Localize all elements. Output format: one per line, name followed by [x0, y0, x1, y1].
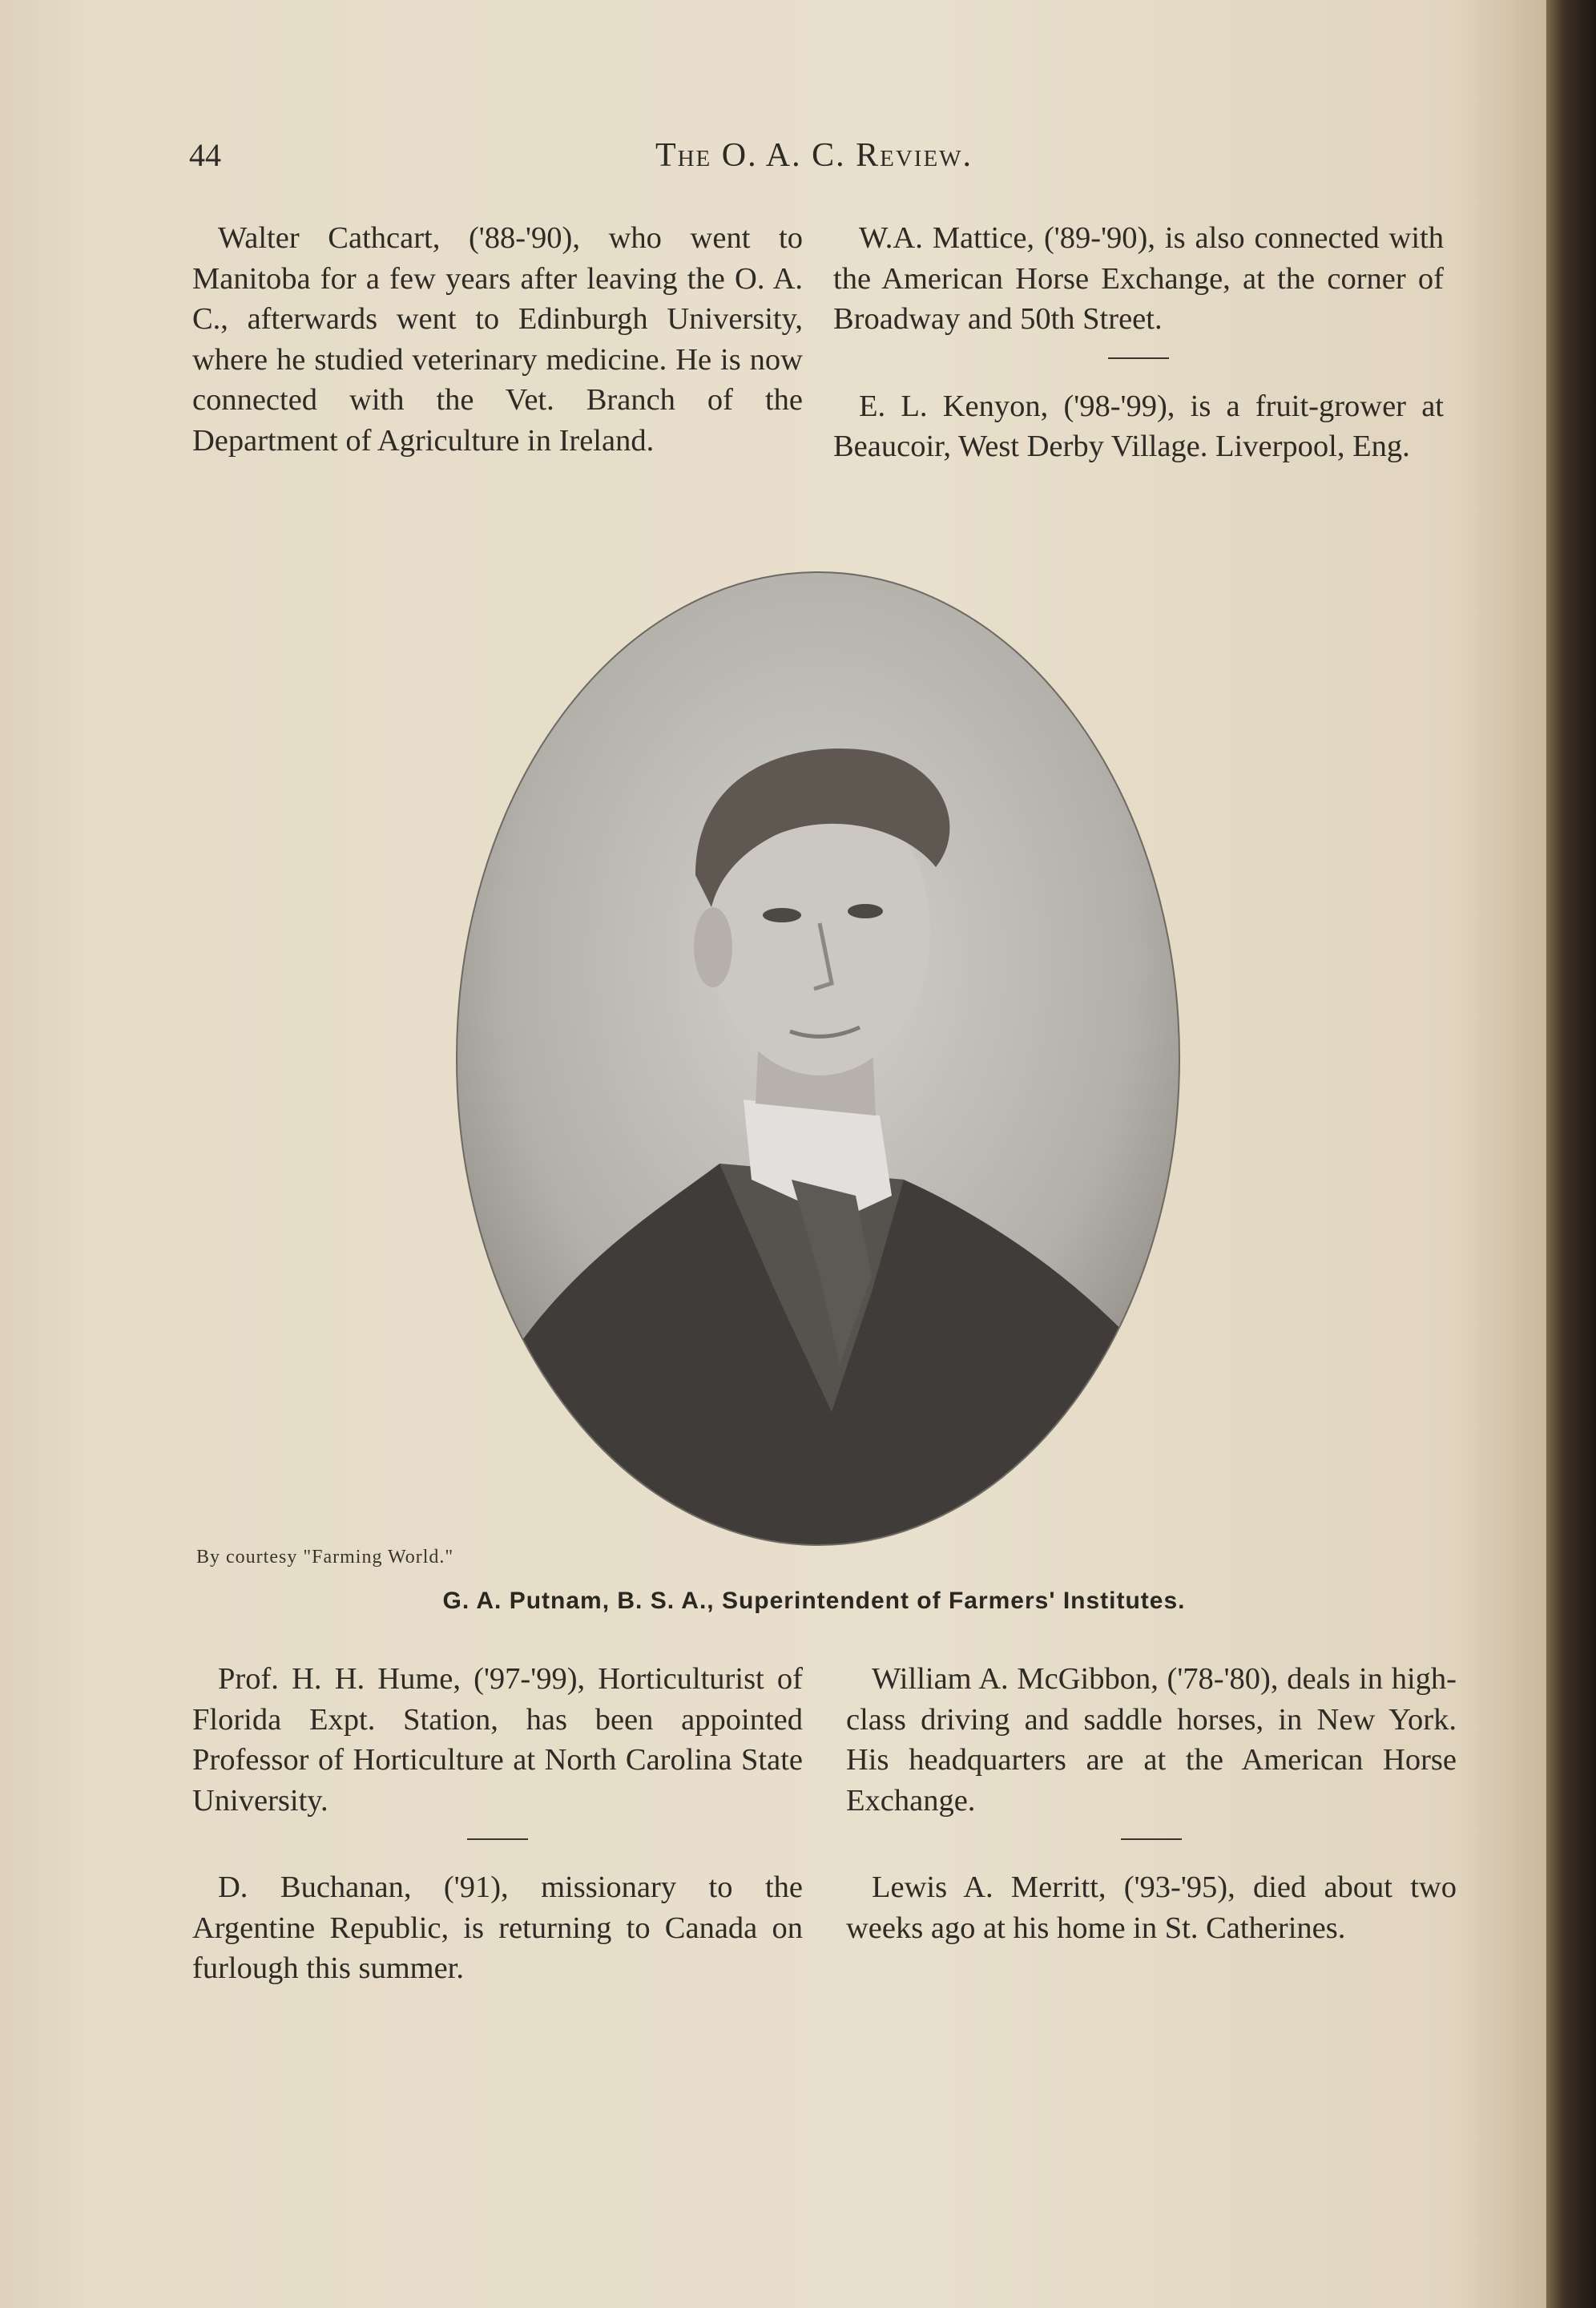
- photo-caption: G. A. Putnam, B. S. A., Superintendent of Farmers' Institutes.: [442, 1588, 1186, 1614]
- column-bottom-left: [192, 1659, 803, 1989]
- column-top-right: [833, 218, 1444, 467]
- portrait-photo: [455, 571, 1181, 1547]
- paragraph-hume: Prof. H. H. Hume, ('97-'99), Horticulturist of Florida Expt. Station, has been appointed Professor of Horticulture at North Carolina State University.: [192, 1662, 803, 1818]
- book-spine-shadow: [1546, 0, 1596, 2308]
- paragraph-cathcart: Walter Cathcart, ('88-'90), who went to Manitoba for a few years after leaving the O. A. C., afterwards went to Edinburgh University, where he studied veterinary medicine. He is now connected with the Vet. Branch of the Department of Agriculture in Ireland.: [192, 221, 803, 458]
- section-divider: [467, 1838, 528, 1840]
- page-header: [189, 136, 1439, 184]
- paragraph-buchanan: D. Buchanan, ('91), missionary to the Argentine Republic, is returning to Canada on furlough this summer.: [192, 1870, 803, 1985]
- paragraph-mcgibbon: William A. McGibbon, ('78-'80), deals in high-class driving and saddle horses, in New York. His headquarters are at the American Horse Exchange.: [846, 1662, 1457, 1818]
- photo-credit: By courtesy "Farming World.": [196, 1547, 454, 1568]
- paragraph-mattice: W.A. Mattice, ('89-'90), is also connected with the American Horse Exchange, at the corner of Broadway and 50th Street.: [833, 221, 1444, 336]
- paragraph-kenyon: E. L. Kenyon, ('98-'99), is a fruit-grower at Beaucoir, West Derby Village. Liverpool, Eng.: [833, 389, 1444, 463]
- section-divider: [1108, 357, 1169, 359]
- column-bottom-right: [846, 1659, 1457, 1948]
- running-title: The O. A. C. Review.: [655, 137, 973, 174]
- column-top-left: [192, 218, 803, 461]
- paragraph-merritt: Lewis A. Merritt, ('93-'95), died about two weeks ago at his home in St. Catherines.: [846, 1870, 1457, 1945]
- page-number: 44: [189, 137, 221, 173]
- section-divider: [1121, 1838, 1182, 1840]
